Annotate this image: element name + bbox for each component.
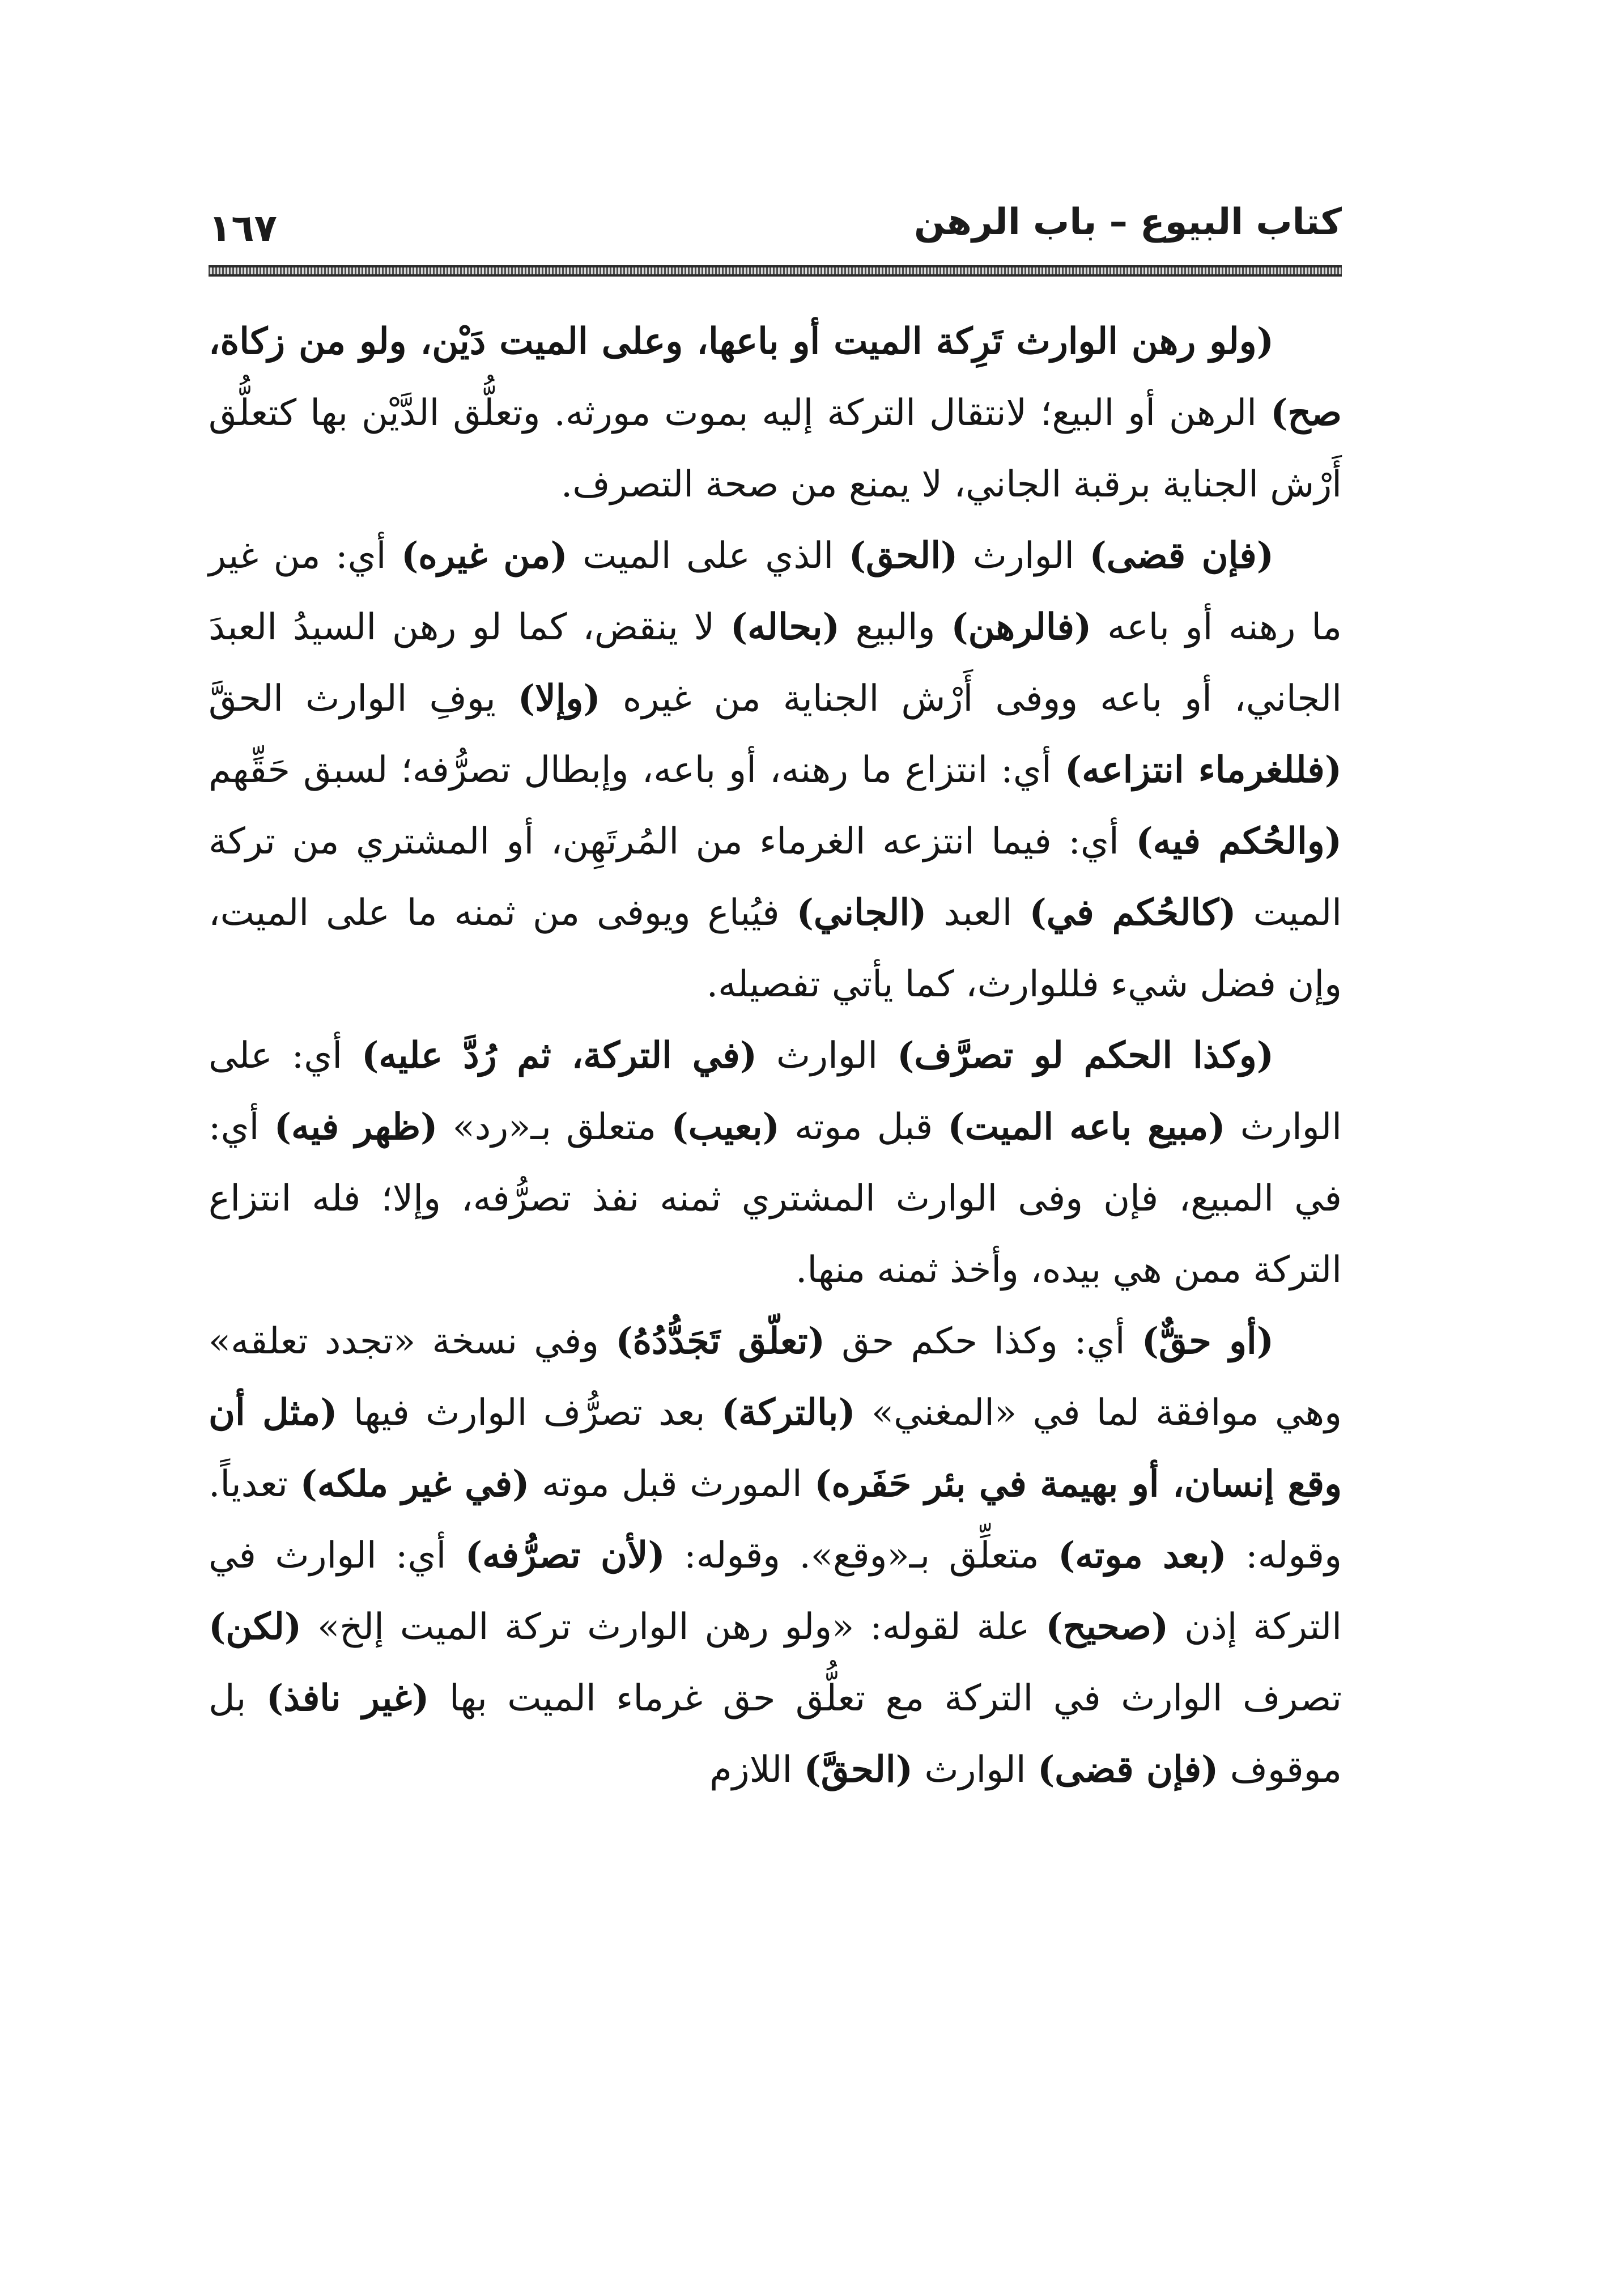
commentary-text: وفي نسخة «تجدد تعلقه» وهي موافقة لما في «المغني» — [209, 1320, 1342, 1434]
commentary-text: الوارث — [912, 1749, 1038, 1791]
matn-text: (في غير ملكه) — [300, 1463, 530, 1505]
commentary-text: تصرف الوارث في التركة مع تعلُّق حق غرماء الميت بها — [429, 1678, 1342, 1719]
header-divider — [209, 265, 1342, 277]
running-title: كتاب البيوع – باب الرهن — [914, 201, 1342, 243]
commentary-text: اللازم — [709, 1749, 804, 1791]
commentary-text: الرهن أو البيع؛ لانتقال التركة إليه بموت مورثه. وتعلُّق الدَّيْن بها كتعلُّق أَرْش الجناية برقبة الجاني، لا يمنع من صحة التصرف. — [209, 392, 1342, 506]
matn-text: (بعيب) — [671, 1106, 780, 1148]
commentary-text: أي: الوارث في التركة إذن — [209, 1535, 1342, 1648]
matn-text: (أو حقٌّ) — [1141, 1320, 1274, 1362]
commentary-text: متعلِّق بـ«وقع». وقوله: — [665, 1535, 1058, 1577]
commentary-text: بل موقوف — [209, 1678, 1342, 1791]
commentary-text: أي: وكذا حكم حق — [825, 1320, 1142, 1362]
commentary-text: تعدياً. وقوله: — [209, 1463, 1342, 1577]
matn-text: (فللغرماء انتزاعه) — [1064, 749, 1342, 791]
commentary-text: أي: انتزاع ما رهنه، أو باعه، وإبطال تصرُّفه؛ لسبق حَقِّهم — [209, 749, 1065, 791]
matn-text: (مبيع باعه الميت) — [947, 1106, 1226, 1148]
page-number: ١٦٧ — [209, 206, 277, 250]
matn-text: (بالتركة) — [721, 1391, 856, 1434]
commentary-text: قبل موته — [779, 1106, 948, 1148]
commentary-text: لا ينقض، كما لو رهن السيدُ العبدَ الجاني، أو باعه ووفى أَرْش الجناية من غيره — [209, 606, 1342, 720]
matn-text: (بعد موته) — [1058, 1534, 1227, 1577]
commentary-text: بعد تصرُّف الوارث فيها — [337, 1392, 721, 1434]
commentary-text: فيُباع ويوفى من ثمنه ما على الميت، وإن فضل شيء فللوارث، كما يأتي تفصيله. — [209, 892, 1342, 1005]
commentary-text: المورث قبل موته — [529, 1463, 815, 1505]
matn-text: (الجاني) — [796, 891, 927, 934]
matn-text: (ولو رهن الوارث تَرِكة الميت أو باعها، وعلى الميت دَيْن، ولو من زكاة، صح) — [209, 320, 1342, 434]
matn-text: (الحقَّ) — [804, 1748, 913, 1791]
matn-text: (بحاله) — [730, 606, 840, 648]
matn-text: (لأن تصرُّفه) — [465, 1534, 665, 1577]
commentary-text: أي: فيما انتزعه الغرماء من المُرتَهِن، أو المشتري من تركة الميت — [209, 821, 1342, 934]
commentary-text: يوفِ الوارث الحقَّ — [209, 678, 518, 720]
matn-text: (وإلا) — [517, 677, 601, 720]
commentary-text: الذي على الميت — [567, 535, 849, 577]
commentary-text: علة لقوله: «ولو رهن الوارث تركة الميت إلخ» — [301, 1606, 1046, 1648]
commentary-text: العبد — [926, 892, 1030, 934]
commentary-text: الوارث — [757, 1035, 898, 1077]
paragraph-1 — [209, 306, 1342, 520]
matn-text: (صحيح) — [1045, 1606, 1169, 1648]
matn-text: (فإن قضى) — [1037, 1748, 1219, 1791]
commentary-text: أي: من غير ما رهنه أو باعه — [209, 535, 1342, 648]
matn-text: (مثل أن وقع إنسان، أو بهيمة في بئر حَفَره) — [209, 1391, 1342, 1505]
matn-text: (غير نافذ) — [266, 1677, 430, 1719]
paragraph-4 — [209, 1306, 1342, 1806]
commentary-text: أي: في المبيع، فإن وفى الوارث المشتري ثمنه نفذ تصرُّفه، وإلا؛ فله انتزاع التركة ممن هي بيده، وأخذ ثمنه منها. — [209, 1106, 1342, 1291]
commentary-text: أي: على الوارث — [209, 1035, 1342, 1148]
matn-text: (فإن قضى) — [1089, 534, 1274, 577]
commentary-text: متعلق بـ«رد» — [437, 1106, 671, 1148]
running-header — [209, 199, 1342, 262]
matn-text: (والحُكم فيه) — [1136, 820, 1342, 863]
matn-text: (وكذا الحكم لو تصرَّف) — [897, 1034, 1274, 1077]
matn-text: (في التركة، ثم رُدَّ عليه) — [361, 1034, 757, 1077]
paragraph-3 — [209, 1020, 1342, 1306]
matn-text: (ظهر فيه) — [274, 1106, 438, 1148]
matn-text: (تعلّق تَجَدُّدُهُ) — [615, 1320, 826, 1362]
commentary-text: والبيع — [839, 606, 951, 648]
matn-text: (الحق) — [848, 534, 958, 577]
matn-text: (لكن) — [209, 1606, 302, 1648]
paragraph-2 — [209, 520, 1342, 1020]
commentary-text: الوارث — [958, 535, 1090, 577]
matn-text: (فالرهن) — [951, 606, 1092, 648]
body-text — [209, 306, 1342, 1806]
matn-text: (كالحُكم في) — [1029, 891, 1236, 934]
matn-text: (من غيره) — [401, 534, 568, 577]
